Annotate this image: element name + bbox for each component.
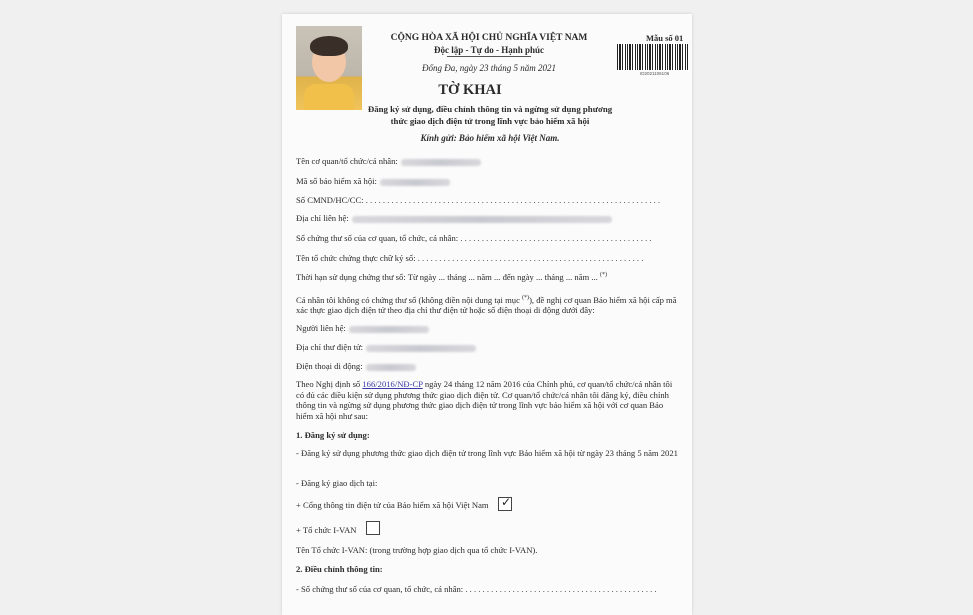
redacted-value: [366, 345, 476, 352]
section2-cert-dots: . . . . . . . . . . . . . . . . . . . . . . . . . . . . . . . . . . . . . . . . . . . . .: [465, 584, 657, 594]
email-label: Địa chỉ thư điện tử:: [296, 342, 364, 352]
portal-checkbox[interactable]: [498, 497, 512, 511]
motto: Độc lập - Tự do - Hạnh phúc: [433, 45, 544, 55]
register-text: - Đăng ký sử dụng phương thức giao dịch điện tử trong lĩnh vực Bảo hiểm xã hội từ ngày 23 tháng 5 năm 2021: [296, 448, 678, 458]
cert-issuer-label: Tên tổ chức chứng thực chữ ký số:: [296, 253, 416, 263]
motto-underline: [447, 56, 531, 57]
contact-person-row: [296, 323, 429, 333]
redacted-value: [366, 364, 416, 371]
section2-cert-label: - Số chứng thư số của cơ quan, tổ chức, cá nhân:: [296, 584, 464, 594]
decree-text-1: Theo Nghị định số: [296, 379, 361, 389]
phone-label: Điện thoại di động:: [296, 361, 363, 371]
insurance-code-row: [296, 176, 450, 186]
portal-option-label: + Cổng thông tin điện tử của Bảo hiểm xã hội Việt Nam: [296, 500, 489, 510]
cert-validity-note: (*): [599, 272, 607, 279]
ivan-name-label: Tên Tổ chức I-VAN: (trong trường hợp giao dịch qua tổ chức I-VAN).: [296, 545, 538, 555]
section2-cert-row: [296, 584, 657, 594]
decree-paragraph: [296, 379, 680, 421]
decree-text-2: ngày 24 tháng 12 năm 2016 của Chính phủ, cơ quan/tổ chức/cá nhân tôi có đủ các điều kiện sử dụng phương thức giao dịch điện tử. Cơ quan/tổ chức/cá nhân tôi đăng ký, điều chỉnh thông tin và ngừng sử dụng phương thức giao dịch điện tử trong lĩnh vực bảo hiểm xã hội với cơ quan Bảo hiểm xã hội như sau:: [296, 379, 673, 421]
id-number-label: Số CMND/HC/CC:: [296, 195, 364, 205]
id-number-dots: . . . . . . . . . . . . . . . . . . . . . . . . . . . . . . . . . . . . . . . . . . . . . . . . . . . . . . . . . . . . . . . . . . . . .: [365, 195, 661, 205]
ivan-checkbox[interactable]: [366, 521, 380, 535]
cert-validity-row: [296, 272, 607, 282]
id-number-row: [296, 195, 660, 205]
date-line: Đống Đa, ngày 23 tháng 5 năm 2021: [422, 63, 556, 73]
salutation: Kính gửi: Bảo hiểm xã hội Việt Nam.: [420, 133, 560, 143]
barcode: [617, 44, 689, 70]
form-subtitle-line1: Đăng ký sử dụng, điều chỉnh thông tin và ngừng sử dụng phương: [367, 104, 613, 114]
address-label: Địa chỉ liên hệ:: [296, 213, 349, 223]
form-title: TỜ KHAI: [438, 82, 502, 98]
ivan-option-label: + Tổ chức I-VAN: [296, 525, 357, 535]
no-cert-text-1: Cá nhân tôi không có chứng thư số (không điền nội dung tại mục: [296, 294, 520, 305]
email-row: [296, 342, 476, 352]
section2-heading: 2. Điều chỉnh thông tin:: [296, 564, 383, 574]
phone-row: [296, 361, 416, 371]
redacted-value: [349, 326, 429, 333]
no-cert-paragraph: [296, 293, 680, 316]
address-row: [296, 213, 612, 223]
no-cert-text-2: ), đề nghị cơ quan Bảo hiểm xã hội cấp mã xác thực giao dịch điện tử theo địa chỉ thư điện tử hoặc số điện thoại di động dưới đây:: [296, 294, 677, 316]
redacted-value: [401, 159, 481, 166]
applicant-photo: [296, 26, 362, 110]
contact-person-label: Người liên hệ:: [296, 323, 346, 333]
redacted-value: [352, 216, 612, 223]
section1-heading: 1. Đăng ký sử dụng:: [296, 430, 370, 440]
cert-validity-label: Thời hạn sử dụng chứng thư số: Từ ngày ... tháng ... năm ... đến ngày ... tháng ... năm ...: [296, 272, 598, 282]
redacted-value: [380, 179, 450, 186]
transact-at-label: - Đăng ký giao dịch tại:: [296, 478, 378, 488]
barcode-number: ID2021106106: [640, 71, 670, 76]
cert-number-row: [296, 233, 652, 243]
cert-issuer-row: [296, 253, 643, 263]
form-number: Mẫu số 01: [646, 33, 684, 43]
cert-issuer-dots: . . . . . . . . . . . . . . . . . . . . . . . . . . . . . . . . . . . . . . . . . . . . . . . . . . . . .: [417, 253, 644, 263]
cert-number-dots: . . . . . . . . . . . . . . . . . . . . . . . . . . . . . . . . . . . . . . . . . . . . .: [460, 233, 652, 243]
form-subtitle-line2: thức giao dịch điện tử trong lĩnh vực bảo hiểm xã hội: [390, 116, 590, 126]
check-icon: ✓: [501, 495, 512, 509]
insurance-code-label: Mã số bảo hiểm xã hội:: [296, 176, 377, 186]
no-cert-note: (*): [522, 295, 530, 301]
republic-heading: CỘNG HÒA XÃ HỘI CHỦ NGHĨA VIỆT NAM: [390, 33, 588, 43]
cert-number-label: Số chứng thư số của cơ quan, tổ chức, cá nhân:: [296, 233, 459, 243]
decree-link[interactable]: 166/2016/NĐ-CP: [362, 379, 423, 389]
photo-hair-shape: [310, 36, 348, 56]
org-name-label: Tên cơ quan/tổ chức/cá nhân:: [296, 156, 398, 166]
org-name-row: [296, 156, 481, 166]
